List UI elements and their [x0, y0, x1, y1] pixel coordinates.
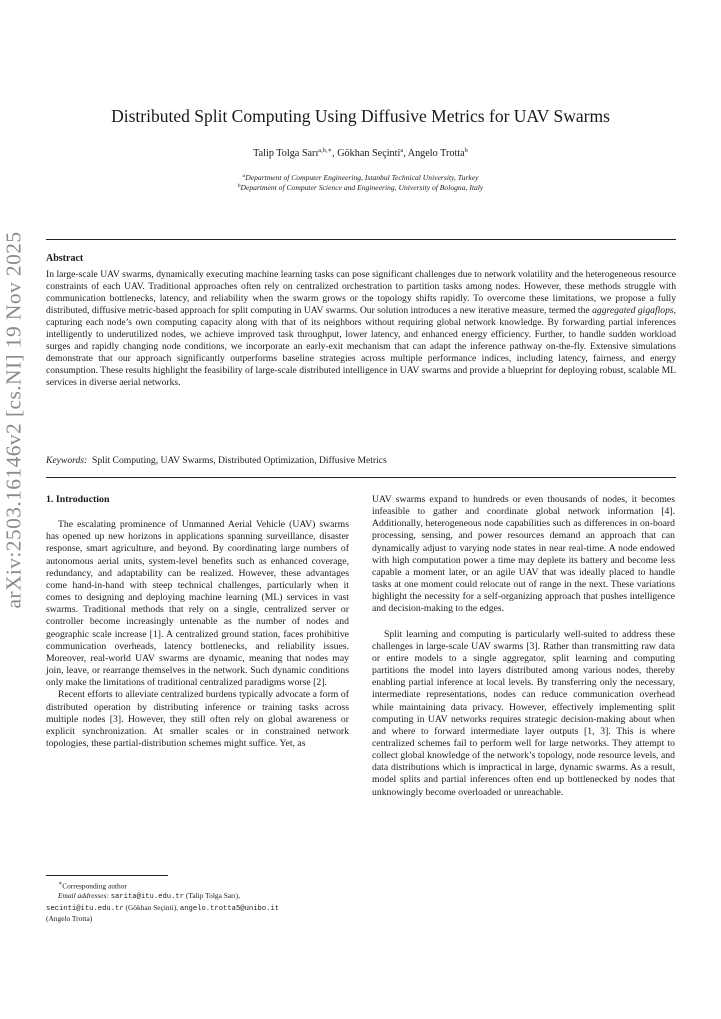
footnote-email-label: Email addresses: — [58, 891, 109, 901]
arxiv-identifier: arXiv:2503.16146v2 [cs.NI] 19 Nov 2025 — [1, 231, 26, 609]
abstract-top-rule — [46, 239, 676, 240]
affiliation — [0, 173, 721, 182]
footnote-mark: ∗ — [58, 881, 63, 887]
abstract-bottom-rule — [46, 477, 676, 478]
author-name: Gökhan Seçinti — [337, 148, 401, 159]
paragraph: Split learning and computing is particularly well-suited to address these challenges in large-scale UAV swarms [3]. Rather than transmitting raw data or entire models to a single aggregator, split learning and computing partitions the model into layers distributed among various nodes, thereby enabling partial inference at local levels. By transferring only the necessary, intermediate representations, nodes can reduce communication overhead while maintaining data privacy. However, effectively implementing split computing in UAV networks requires strategic decision-making about when and where to forward intermediate layer outputs [1, 3]. This is where centralized schemes fail to perform well for large networks. They attempt to collect global knowledge of the network’s topology, node resource levels, and data distributions which is impractical in large, dynamic swarms. As a result, model splits and partial inferences often end up bottlenecked by nodes that unknowingly become overloaded or unreachable. — [372, 628, 675, 798]
paragraph: UAV swarms expand to hundreds or even thousands of nodes, it becomes infeasible to gather and coordinate global network information [4]. Additionally, heterogeneous node capabilities such as differences in on-board processing, sensing, and power resources demand an approach that can dynamically adjust to varying node states in near real-time. A node endowed with high computation power a time may deplete its battery and become less capable a moment later, or an agile UAV that was ideally placed to handle tasks at one moment could relocate out of range in the next. These variations highlight the necessity for a self-organizing approach that pushes intelligence and decision-making to the edges. — [372, 494, 675, 615]
author-affiliation-mark: a — [400, 147, 404, 154]
author-list — [0, 146, 721, 159]
abstract-emphasis: aggregated gigaflops — [592, 305, 674, 317]
email-link[interactable]: secinti@itu.edu.tr — [46, 904, 124, 913]
affiliation-mark: a — [242, 173, 246, 179]
keywords-label: Keywords: — [46, 455, 88, 466]
footnote — [46, 880, 349, 924]
email-link[interactable]: sarita@itu.edu.tr — [110, 893, 185, 902]
author-separator: , — [403, 148, 408, 159]
footnote-corresponding: Corresponding author — [62, 881, 127, 891]
affiliation — [0, 183, 721, 192]
abstract-body — [46, 269, 676, 389]
footnote-name: (Gökhan Seçinti), — [123, 902, 180, 912]
affiliation-text: Department of Computer Science and Engineering, University of Bologna, Italy — [240, 183, 484, 192]
abstract-text: , capturing each node’s own computing capacity along with that of its neighbors without requiring global network knowledge. By forwarding partial inferences intelligently to underutilized nodes, we achieve improved task throughput, lower latency, and enhanced energy efficiency. Further, to handle sudden workload surges and rapidly changing node conditions, we incorporate an early-exit mechanism that can adapt the inference pathway on-the-fly. Extensive simulations demonstrate that our approach significantly outperforms baseline strategies across multiple performance indices, including latency, fairness, and energy consumption. These results highlight the feasibility of large-scale distributed intelligence in UAV swarms and provide a blueprint for deploying robust, scalable ML services in diverse aerial networks. — [46, 305, 677, 389]
keywords-text: Split Computing, UAV Swarms, Distributed Optimization, Diffusive Metrics — [92, 455, 387, 466]
abstract-text: In large-scale UAV swarms, dynamically executing machine learning tasks can pose significant challenges due to network volatility and the heterogeneous resource constraints of each UAV. Traditional approaches often rely on centralized orchestration to partition tasks among nodes. However, these methods struggle with communication bottlenecks, latency, and reliability when the swarm grows or the topology shifts rapidly. To overcome these limitations, we propose a fully distributed, diffusive metric-based approach for split computing in UAV swarms. Our solution introduces a new iterative measure, termed the — [46, 269, 676, 317]
paragraph: The escalating prominence of Unmanned Aerial Vehicle (UAV) swarms has opened up new horizons in applications spanning surveillance, disaster response, smart agriculture, and beyond. By coordinating large numbers of autonomous aerial units, system-level benefits such as enhanced coverage, redundancy, and adaptability can be realized. However, these advantages come hand-in-hand with steep technical challenges, particularly when it comes to designing and deploying machine learning (ML) services in vast swarms. Traditional methods that rely on a single, centralized server or controller become increasingly untenable as the number of nodes and geographic scale increase [1]. A centralized ground station, faces prohibitive communication overheads, latency bottlenecks, and reliability issues. Moreover, real-world UAV swarms are dynamic, meaning that nodes may join, leave, or rearrange themselves in the network. Such dynamic conditions only make the limitations of traditional centralized paradigms worse [2]. — [46, 519, 349, 689]
email-link[interactable]: angelo.trotta5@unibo.it — [179, 904, 280, 913]
abstract-heading: Abstract — [46, 253, 84, 264]
right-column — [372, 494, 675, 799]
footnote-name: (Talip Tolga Sarı), — [184, 891, 240, 901]
author-affiliation-mark: b — [464, 147, 468, 154]
left-column — [46, 494, 349, 750]
author-name: Angelo Trotta — [407, 148, 465, 159]
footnote-rule — [46, 875, 168, 876]
footnote-name: (Angelo Trotta) — [46, 914, 93, 924]
affiliation-mark: b — [237, 183, 241, 189]
author-name: Talip Tolga Sarı — [253, 148, 319, 159]
paragraph: Recent efforts to alleviate centralized burdens typically advocate a form of distributed operation by distributing inference or training tasks across multiple nodes [3]. However, they still often rely on global awareness or explicit synchronization. At smaller scales or in constrained network topologies, these partial-distribution schemes might suffice. Yet, as — [46, 689, 349, 749]
author-separator: , — [332, 148, 338, 159]
keywords — [46, 455, 676, 466]
paper-title: Distributed Split Computing Using Diffusive Metrics for UAV Swarms — [111, 106, 610, 126]
affiliation-text: Department of Computer Engineering, Istanbul Technical University, Turkey — [245, 173, 479, 182]
author-affiliation-mark: a,b,∗ — [318, 147, 333, 154]
section-heading: 1. Introduction — [46, 494, 110, 505]
